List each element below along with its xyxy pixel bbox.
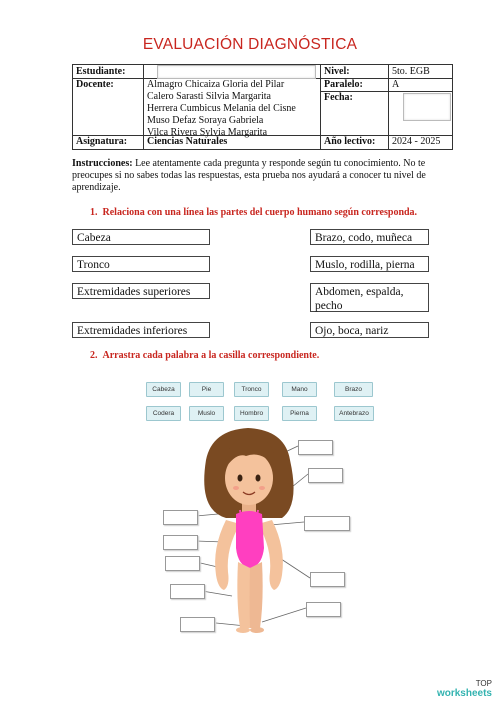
docente-name: Herrera Cumbicus Melania del Cisne: [147, 103, 296, 114]
word-chip[interactable]: Antebrazo: [334, 406, 374, 421]
instructions-text: Lee atentamente cada pregunta y responde según tu conocimiento. No te preocupes si no sabes todas las respuestas, esta prueba nos ayudará a conocer tu nivel de aprendizaje.: [72, 158, 426, 193]
instructions-label: Instrucciones:: [72, 158, 133, 169]
match-left-item[interactable]: Extremidades superiores: [72, 283, 210, 299]
asignatura-label: Asignatura:: [76, 136, 128, 147]
topworksheets-logo: [437, 679, 492, 699]
word-chip[interactable]: Pierna: [282, 406, 317, 421]
nivel-value: 5to. EGB: [392, 66, 430, 77]
docente-name: Muso Defaz Soraya Gabriela: [147, 115, 264, 126]
drop-box[interactable]: [310, 572, 345, 587]
drop-box[interactable]: [163, 535, 198, 550]
docente-name: Almagro Chicaiza Gloria del Pilar: [147, 79, 285, 90]
logo-line1: TOP: [475, 679, 492, 688]
estudiante-label: Estudiante:: [76, 66, 126, 77]
word-chip[interactable]: Mano: [282, 382, 317, 397]
match-right-item[interactable]: Abdomen, espalda, pecho: [310, 283, 429, 312]
word-chip[interactable]: Muslo: [189, 406, 224, 421]
question-2-text: Arrastra cada palabra a la casilla correspondiente.: [102, 350, 320, 361]
anio-value: 2024 - 2025: [392, 136, 441, 147]
drop-box[interactable]: [165, 556, 200, 571]
drop-box[interactable]: [170, 584, 205, 599]
question-1-number: 1.: [90, 207, 98, 218]
match-right-item[interactable]: Ojo, boca, nariz: [310, 322, 429, 338]
match-right-item[interactable]: Muslo, rodilla, pierna: [310, 256, 429, 272]
docente-name: Calero Sarasti Silvia Margarita: [147, 91, 271, 102]
match-right-item[interactable]: Brazo, codo, muñeca: [310, 229, 429, 245]
match-left-item[interactable]: Cabeza: [72, 229, 210, 245]
word-chip[interactable]: Pie: [189, 382, 224, 397]
word-chip[interactable]: Cabeza: [146, 382, 181, 397]
logo-line2: worksheets: [436, 688, 492, 699]
drop-box[interactable]: [298, 440, 333, 455]
drop-box[interactable]: [163, 510, 198, 525]
drop-box[interactable]: [180, 617, 215, 632]
question-1-text: Relaciona con una línea las partes del cuerpo humano según corresponda.: [102, 207, 418, 218]
docente-name: Vilca Rivera Sylvia Margarita: [147, 127, 268, 138]
match-left-item[interactable]: Tronco: [72, 256, 210, 272]
word-chip[interactable]: Hombro: [234, 406, 269, 421]
drop-box[interactable]: [306, 602, 341, 617]
page-title: EVALUACIÓN DIAGNÓSTICA: [142, 36, 358, 53]
nivel-label: Nivel:: [324, 66, 350, 77]
paralelo-value: A: [392, 79, 400, 90]
anio-label: Año lectivo:: [324, 136, 376, 147]
match-left-item[interactable]: Extremidades inferiores: [72, 322, 210, 338]
word-chip[interactable]: Codera: [146, 406, 181, 421]
drop-box[interactable]: [304, 516, 350, 531]
paralelo-label: Paralelo:: [324, 79, 363, 90]
word-chip[interactable]: Tronco: [234, 382, 269, 397]
word-chip[interactable]: Brazo: [334, 382, 373, 397]
docente-label: Docente:: [76, 79, 114, 90]
drop-box[interactable]: [308, 468, 343, 483]
asignatura-value: Ciencias Naturales: [147, 136, 228, 147]
question-2-number: 2.: [90, 350, 98, 361]
fecha-label: Fecha:: [324, 92, 353, 103]
